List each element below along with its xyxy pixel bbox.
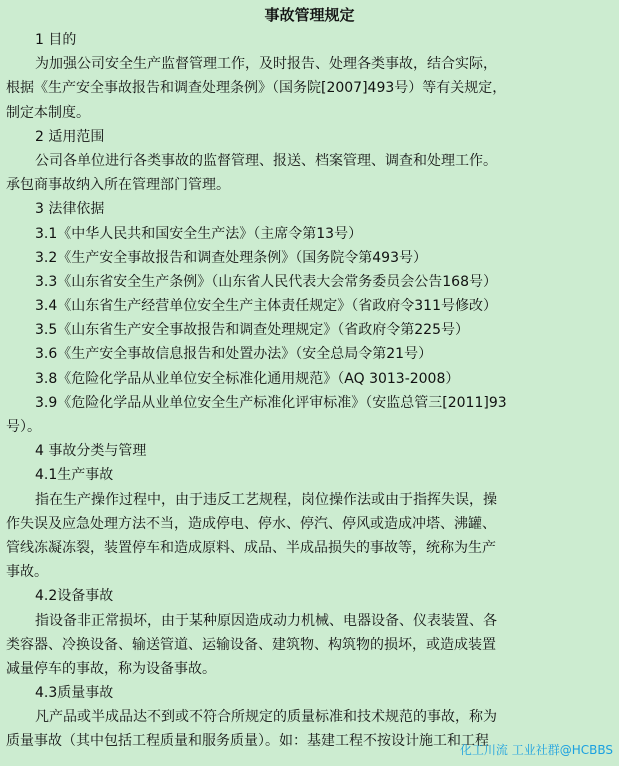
text-line: 3.6《生产安全事故信息报告和处置办法》（安全总局令第21号） [35, 346, 433, 363]
text-line: 质量事故（其中包括工程质量和服务质量）。如：基建工程不按设计施工和工程 [6, 733, 489, 750]
text-line: 3.9《危险化学品从业单位安全生产标准化评审标准》（安监总管三[2011]93 [35, 394, 507, 411]
text-line: 3.5《山东省生产安全事故报告和调查处理规定》（省政府令第225号） [35, 322, 469, 339]
text-line: 类容器、冷换设备、输送管道、运输设备、建筑物、构筑物的损坏，或造成装置 [6, 636, 496, 653]
text-line: 制定本制度。 [6, 104, 90, 121]
text-line: 3.4《山东省生产经营单位安全生产主体责任规定》（省政府令311号修改） [35, 298, 497, 315]
text-line: 凡产品或半成品达不到或不符合所规定的质量标准和技术规范的事故，称为 [35, 709, 497, 726]
text-line: 承包商事故纳入所在管理部门管理。 [6, 177, 230, 194]
text-line: 根据《生产安全事故报告和调查处理条例》（国务院[2007]493号）等有关规定， [6, 80, 507, 97]
text-line: 1 目的 [35, 32, 77, 48]
text-line: 3.2《生产安全事故报告和调查处理条例》（国务院令第493号） [35, 249, 427, 266]
text-line: 事故。 [6, 564, 48, 581]
text-line: 2 适用范围 [35, 128, 105, 145]
text-line: 指在生产操作过程中，由于违反工艺规程，岗位操作法或由于指挥失误，操 [35, 491, 497, 508]
document-title: 事故管理规定 [264, 6, 355, 24]
text-line: 4 事故分类与管理 [35, 443, 147, 460]
text-line: 3 法律依据 [35, 201, 105, 218]
text-line: 公司各单位进行各类事故的监督管理、报送、档案管理、调查和处理工作。 [35, 152, 497, 169]
text-line: 号）。 [6, 419, 41, 435]
text-line: 4.3质量事故 [35, 685, 114, 702]
watermark: 化工川流 工业社群@HCBBS [459, 743, 613, 757]
text-line: 4.1生产事故 [35, 467, 114, 484]
text-line: 作失误及应急处理方法不当，造成停电、停水、停汽、停风或造成冲塔、沸罐、 [6, 515, 496, 532]
text-line: 为加强公司安全生产监督管理工作，及时报告、处理各类事故，结合实际， [35, 56, 497, 73]
text-line: 4.2设备事故 [35, 588, 114, 605]
text-line: 减量停车的事故，称为设备事故。 [6, 660, 216, 677]
text-line: 3.1《中华人民共和国安全生产法》（主席令第13号） [35, 225, 363, 242]
text-line: 3.8《危险化学品从业单位安全标准化通用规范》（AQ 3013-2008） [35, 370, 460, 387]
text-line: 管线冻凝冻裂，装置停车和造成原料、成品、半成品损失的事故等，统称为生产 [6, 539, 496, 556]
text-line: 指设备非正常损坏，由于某种原因造成动力机械、电器设备、仪表装置、各 [35, 612, 497, 629]
document-body [6, 28, 613, 754]
text-line: 3.3《山东省安全生产条例》（山东省人民代表大会常务委员会公告168号） [35, 273, 497, 290]
